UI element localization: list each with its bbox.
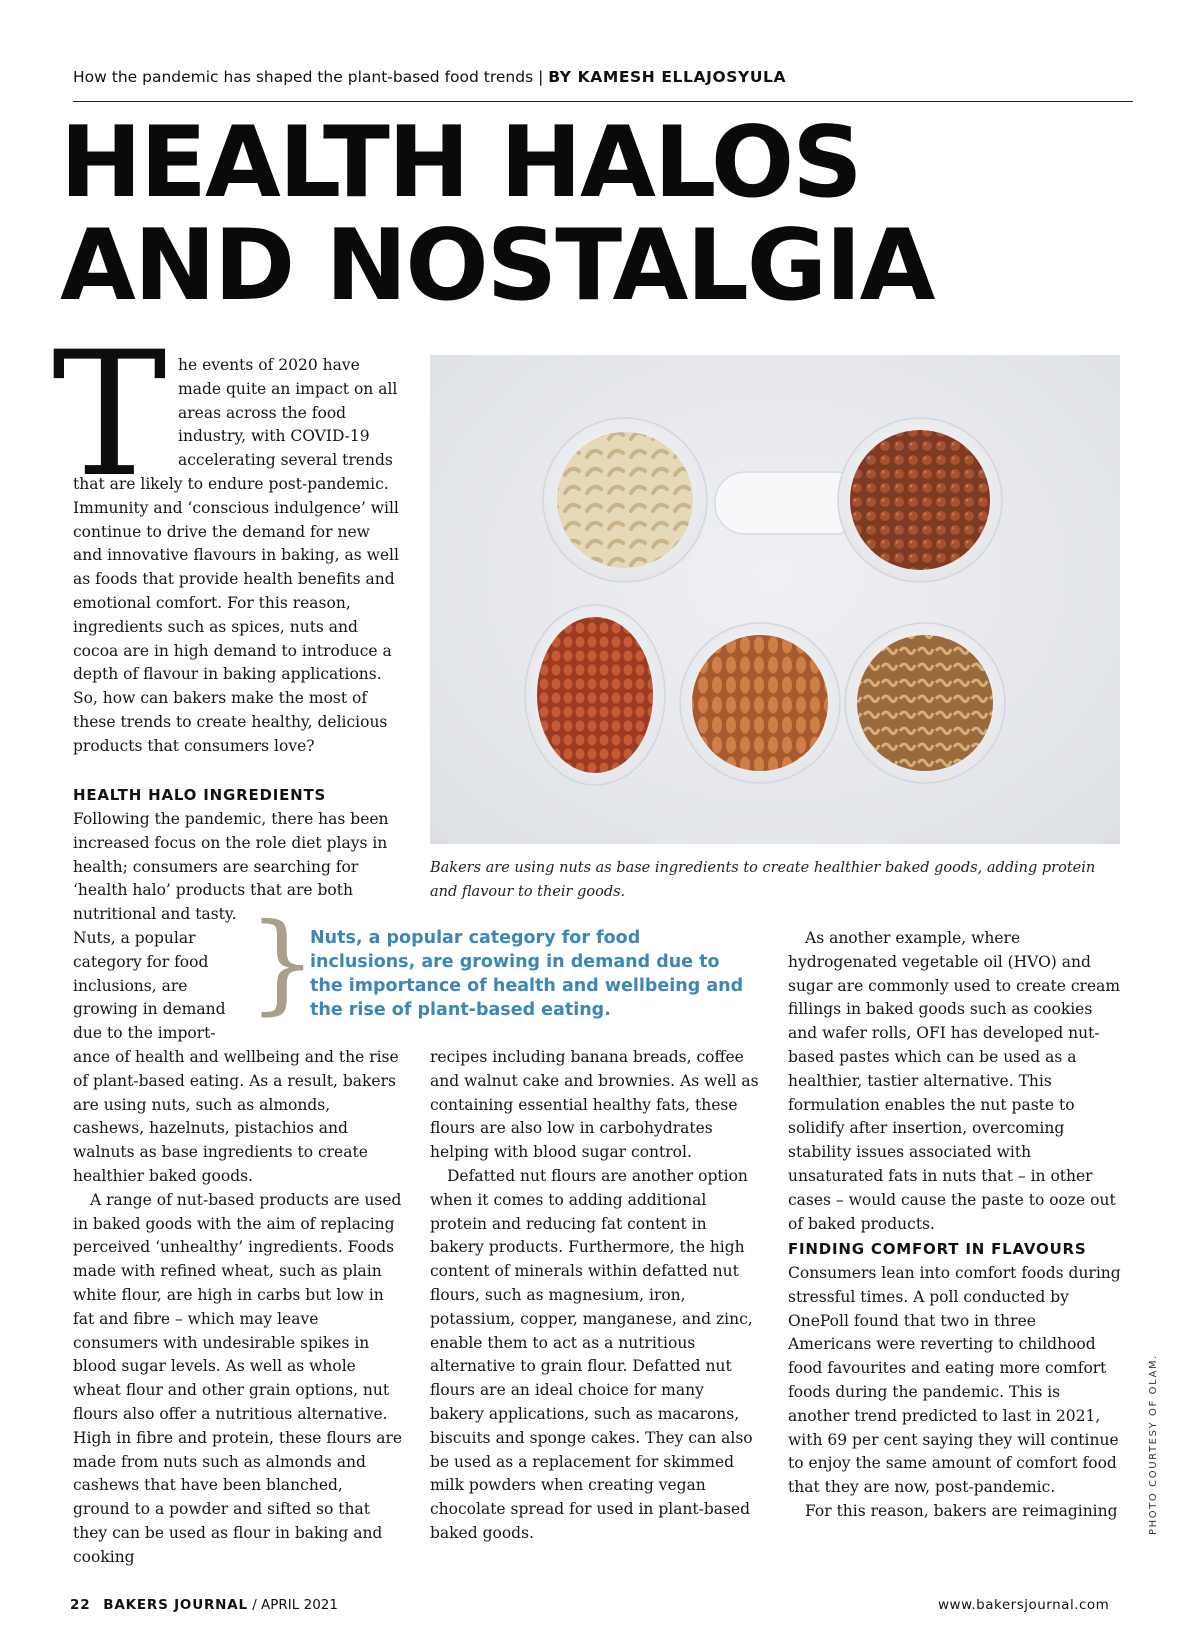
intro-rest: that are likely to endure post-pandemic. Immunity and ‘conscious indulgence’ will continue to drive the demand for new and innovative flavours in baking, as well as foods that provide health benefits and emotional comfort. For this reason, ingredients such as spices, nuts and cocoa are in high demand to introduce a depth of flavour in baking applications. So, how can bakers make the most of these trends to create healthy, delicious products that consumers love? (73, 475, 399, 755)
intro-line: industry, with COVID-19 (178, 427, 370, 446)
intro-line: he events of 2020 have (178, 356, 360, 374)
photo-credit: PHOTO COURTESY OF OLAM. (1148, 1354, 1159, 1535)
section-heading-health-halo: HEALTH HALO INGREDIENTS (73, 786, 327, 804)
section1-para1 (73, 808, 403, 927)
col3-para1: As another example, where hydrogenated vegetable oil (HVO) and sugar are commonly used to create cream fillings in baked goods such as cookies and wafer rolls, OFI has developed nut-based pastes which can be used as a healthier, tastier alternative. This formulation enables the nut paste to solidify after insertion, overcoming stability issues associated with unsaturated fats in nuts that – in other cases – would cause the paste to ooze out of baked products. (788, 929, 1121, 1233)
drop-cap: T (52, 314, 167, 515)
byline: BY KAMESH ELLAJOSYULA (548, 68, 787, 86)
column-2 (430, 1046, 760, 1546)
headline-line-2: AND NOSTALGIA (60, 209, 934, 323)
intro-paragraph (73, 473, 403, 759)
section1-para2-rest: ance of health and wellbeing and the rise of plant-based eating. As a result, bakers are using nuts, such as almonds, cashews, hazelnuts, pistachios and walnuts as base ingredients to create healthier baked goods. (73, 1048, 399, 1185)
nuts-photo (430, 355, 1120, 844)
headline-line-1: HEALTH HALOS (60, 106, 861, 220)
pullquote-brace: } (248, 901, 317, 1026)
intro-line: made quite an impact on all (178, 379, 398, 398)
column-3-lower (788, 1262, 1123, 1524)
section1-para3: A range of nut-based products are used in baked goods with the aim of replacing perceived ‘unhealthy’ ingredients. Foods made with refined wheat, such as plain white flour, are high in carbs but low in fat and fibre – which may leave consumers with undesirable spikes in blood sugar levels. As well as whole wheat flour and other grain options, nut flours also offer a nutritious alternative. High in fibre and protein, these flours are made from nuts such as almonds and cashews that have been blanched, ground to a powder and sifted so that they can be used as flour in baking and cooking (73, 1190, 403, 1566)
photo-icon (430, 355, 1120, 844)
intro-line: areas across the food (178, 403, 347, 422)
col3-para3: For this reason, bakers are reimagining (805, 1501, 1118, 1520)
intro-capped-lines (178, 354, 408, 473)
footer-left (70, 1597, 338, 1613)
narrow-line: growing in demand (73, 1000, 226, 1019)
section1-para1-text: Following the pandemic, there has been increased focus on the role diet plays in health; consumers are searching for ‘health halo’ products that are both nutritional and tasty. (73, 810, 389, 924)
section-heading-comfort: FINDING COMFORT IN FLAVOURS (788, 1240, 1087, 1258)
column-3 (788, 927, 1123, 1236)
pullquote-text: Nuts, a popular category for food inclusions, are growing in demand due to the importance of health and wellbeing and the rise of plant-based eating. (310, 928, 744, 1020)
header-rule (73, 101, 1133, 102)
intro-line: accelerating several trends (178, 451, 393, 470)
col2-para2: Defatted nut flours are another option when it comes to adding additional protein and reducing fat content in bakery products. Furthermore, the high content of minerals within defatted nut flours, such as magnesium, iron, potassium, copper, manganese, and zinc, enable them to act as a nutritious alternative to grain flour. Defatted nut flours are an ideal choice for many bakery applications, such as macarons, biscuits and sponge cakes. They can also be used as a replacement for skimmed milk powders when creating vegan chocolate spread for used in plant-based baked goods. (430, 1166, 753, 1542)
headline (60, 106, 934, 323)
publication-name: BAKERS JOURNAL (103, 1597, 248, 1613)
issue-date: / APRIL 2021 (247, 1597, 338, 1613)
narrow-line: Nuts, a popular (73, 929, 196, 947)
kicker-line (73, 68, 1133, 86)
kicker-text: How the pandemic has shaped the plant-based food trends (73, 68, 534, 86)
col2-para1: recipes including banana breads, coffee and walnut cake and brownies. As well as containing essential healthy fats, these flours are also low in carbohydrates helping with blood sugar control. (430, 1048, 759, 1162)
col3-para2: Consumers lean into comfort foods during stressful times. A poll conducted by OnePoll found that two in three Americans were reverting to childhood food favourites and eating more comfort foods during the pandemic. This is another trend predicted to last in 2021, with 69 per cent saying they will continue to enjoy the same amount of comfort food that they are now, post-pandemic. (788, 1264, 1121, 1497)
section1-narrow-lines (73, 927, 248, 1046)
section1-body (73, 1046, 403, 1570)
narrow-line: category for food (73, 952, 209, 971)
kicker-separator: | (533, 68, 549, 86)
narrow-line: inclusions, are (73, 976, 188, 995)
website-url: www.bakersjournal.com (938, 1597, 1110, 1613)
narrow-line: due to the import- (73, 1024, 216, 1043)
page-number: 22 (70, 1597, 91, 1613)
photo-caption: Bakers are using nuts as base ingredients to create healthier baked goods, adding protein and flavour to their goods. (430, 860, 1096, 900)
